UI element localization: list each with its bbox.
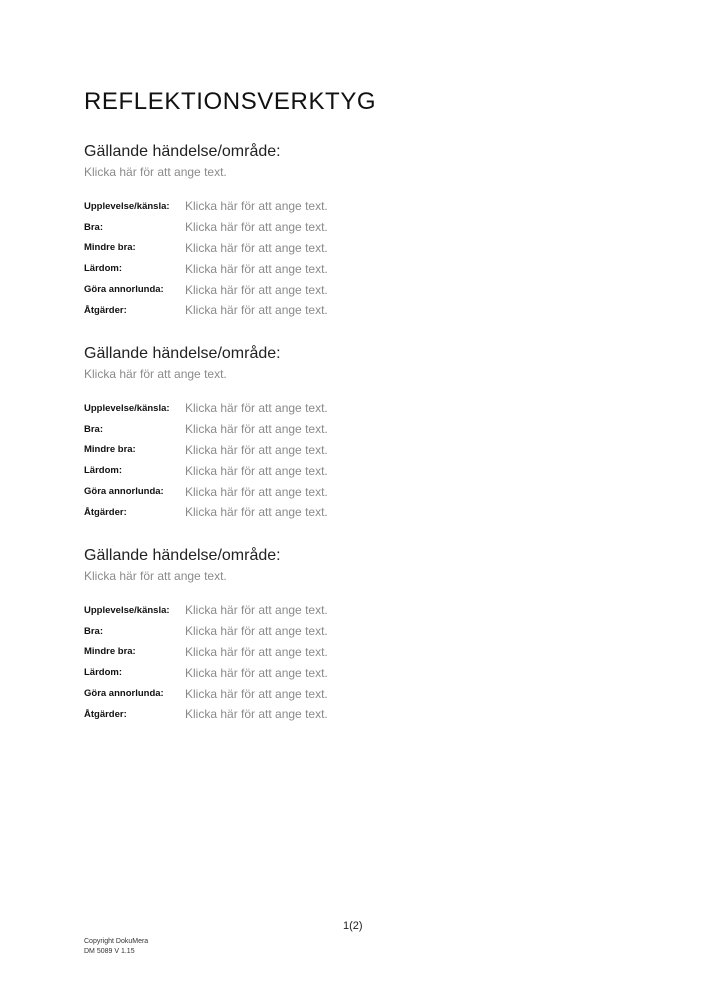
reflection-section bbox=[84, 141, 644, 321]
field-label-lardom: Lärdom: bbox=[84, 263, 122, 275]
field-value-lardom[interactable]: Klicka här för att ange text. bbox=[185, 261, 328, 276]
field-row bbox=[84, 217, 644, 238]
field-value-lardom[interactable]: Klicka här för att ange text. bbox=[185, 665, 328, 680]
event-area-text-field[interactable]: Klicka här för att ange text. bbox=[84, 569, 227, 583]
field-label-bra: Bra: bbox=[84, 423, 104, 435]
field-value-bra[interactable]: Klicka här för att ange text. bbox=[185, 624, 328, 639]
event-area-text-field[interactable]: Klicka här för att ange text. bbox=[84, 165, 227, 179]
field-row bbox=[84, 196, 644, 217]
field-label-lardom: Lärdom: bbox=[84, 667, 122, 679]
field-row bbox=[84, 642, 644, 663]
event-area-text-field[interactable]: Klicka här för att ange text. bbox=[84, 367, 227, 381]
field-row bbox=[84, 704, 644, 725]
field-label-gora-annorlunda: Göra annorlunda: bbox=[84, 688, 164, 700]
field-value-mindre-bra[interactable]: Klicka här för att ange text. bbox=[185, 442, 328, 457]
field-label-atgarder: Åtgärder: bbox=[84, 304, 127, 316]
footer-version: DM 5089 V 1.15 bbox=[84, 947, 135, 955]
field-label-atgarder: Åtgärder: bbox=[84, 708, 127, 720]
reflection-section bbox=[84, 343, 644, 523]
field-list bbox=[84, 600, 644, 725]
field-row bbox=[84, 460, 644, 481]
section-heading: Gällande händelse/område: bbox=[84, 547, 281, 564]
field-label-upplevelse: Upplevelse/känsla: bbox=[84, 604, 170, 616]
field-label-gora-annorlunda: Göra annorlunda: bbox=[84, 284, 164, 296]
field-label-gora-annorlunda: Göra annorlunda: bbox=[84, 486, 164, 498]
field-value-upplevelse[interactable]: Klicka här för att ange text. bbox=[185, 603, 328, 618]
field-value-gora-annorlunda[interactable]: Klicka här för att ange text. bbox=[185, 484, 328, 499]
reflection-section bbox=[84, 545, 644, 725]
field-value-upplevelse[interactable]: Klicka här för att ange text. bbox=[185, 401, 328, 416]
field-label-upplevelse: Upplevelse/känsla: bbox=[84, 402, 170, 414]
field-row bbox=[84, 419, 644, 440]
field-label-bra: Bra: bbox=[84, 221, 104, 233]
field-value-bra[interactable]: Klicka här för att ange text. bbox=[185, 422, 328, 437]
field-label-upplevelse: Upplevelse/känsla: bbox=[84, 200, 170, 212]
field-value-atgarder[interactable]: Klicka här för att ange text. bbox=[185, 303, 328, 318]
field-value-gora-annorlunda[interactable]: Klicka här för att ange text. bbox=[185, 282, 328, 297]
field-value-atgarder[interactable]: Klicka här för att ange text. bbox=[185, 707, 328, 722]
field-row bbox=[84, 398, 644, 419]
field-value-mindre-bra[interactable]: Klicka här för att ange text. bbox=[185, 240, 328, 255]
field-value-lardom[interactable]: Klicka här för att ange text. bbox=[185, 463, 328, 478]
field-value-mindre-bra[interactable]: Klicka här för att ange text. bbox=[185, 644, 328, 659]
field-list bbox=[84, 196, 644, 321]
field-label-atgarder: Åtgärder: bbox=[84, 506, 127, 518]
field-row bbox=[84, 481, 644, 502]
field-value-bra[interactable]: Klicka här för att ange text. bbox=[185, 220, 328, 235]
field-row bbox=[84, 662, 644, 683]
section-heading: Gällande händelse/område: bbox=[84, 143, 281, 160]
field-value-atgarder[interactable]: Klicka här för att ange text. bbox=[185, 505, 328, 520]
field-row bbox=[84, 440, 644, 461]
field-row bbox=[84, 258, 644, 279]
field-label-mindre-bra: Mindre bra: bbox=[84, 242, 136, 254]
field-label-mindre-bra: Mindre bra: bbox=[84, 646, 136, 658]
field-value-gora-annorlunda[interactable]: Klicka här för att ange text. bbox=[185, 686, 328, 701]
field-value-upplevelse[interactable]: Klicka här för att ange text. bbox=[185, 199, 328, 214]
field-row bbox=[84, 683, 644, 704]
field-row bbox=[84, 238, 644, 259]
field-label-mindre-bra: Mindre bra: bbox=[84, 444, 136, 456]
field-label-lardom: Lärdom: bbox=[84, 465, 122, 477]
section-heading: Gällande händelse/område: bbox=[84, 345, 281, 362]
footer-copyright: Copyright DokuMera bbox=[84, 938, 149, 945]
footer bbox=[84, 937, 148, 956]
field-row bbox=[84, 300, 644, 321]
field-row bbox=[84, 502, 644, 523]
page-title: REFLEKTIONSVERKTYG bbox=[84, 88, 377, 115]
field-label-bra: Bra: bbox=[84, 625, 104, 637]
field-row bbox=[84, 600, 644, 621]
page-number: 1(2) bbox=[343, 920, 363, 932]
field-row bbox=[84, 621, 644, 642]
field-list bbox=[84, 398, 644, 523]
field-row bbox=[84, 279, 644, 300]
